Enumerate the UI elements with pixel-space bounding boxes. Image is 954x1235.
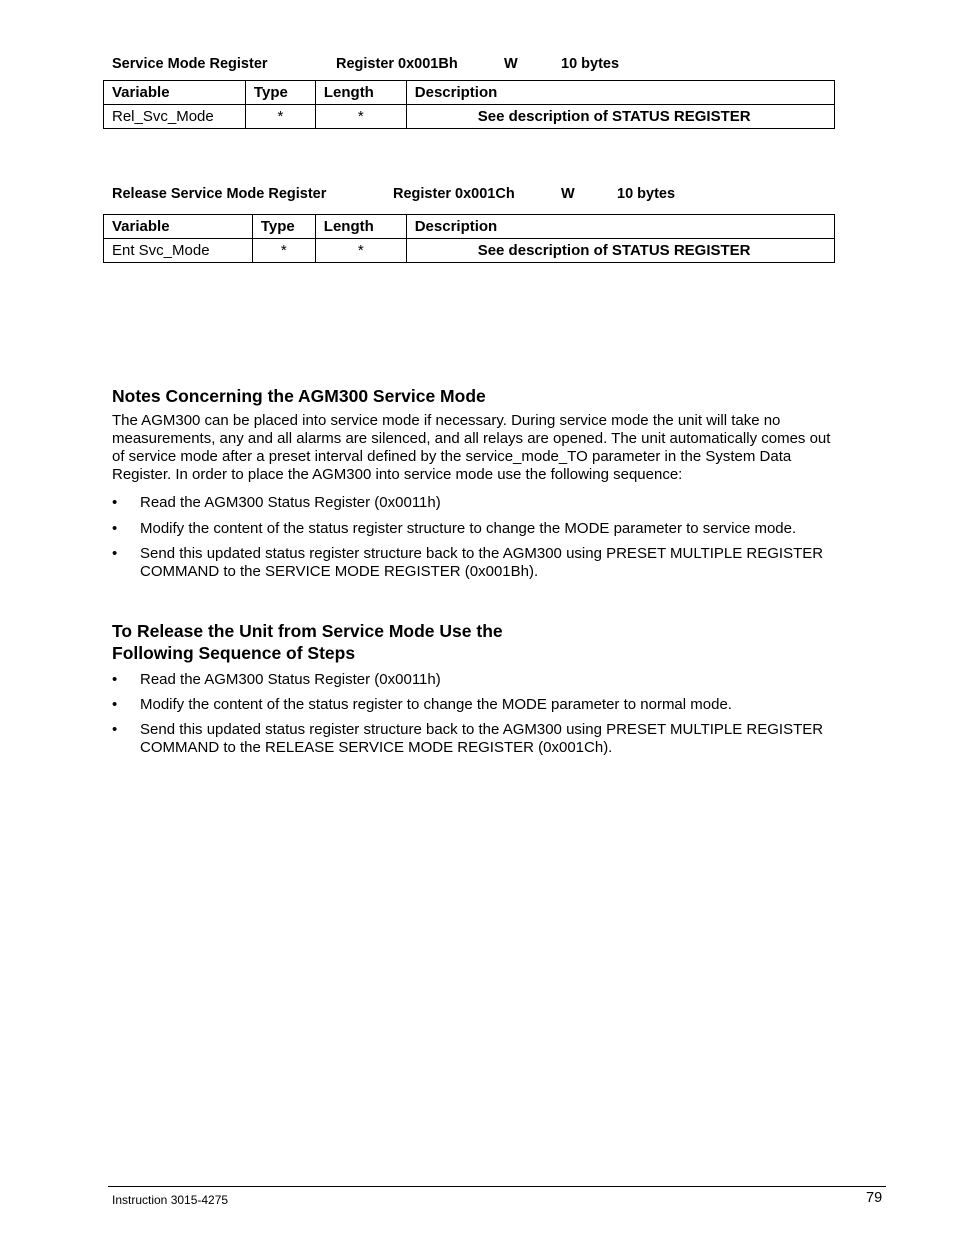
release-steps-list — [112, 671, 872, 689]
page-number: 79 — [866, 1190, 883, 1206]
list-item: • Send this updated status register structure back to the AGM300 using PRESET MULTIPLE REGISTER COMMAND to the SERVICE MODE REGISTER (0x001Bh). — [112, 545, 824, 580]
table2-title: Release Service Mode Register — [112, 186, 327, 202]
body-line: Register. In order to place the AGM300 into service mode use the following sequence: — [112, 466, 683, 483]
table-row — [104, 239, 835, 263]
service-mode-steps-list — [112, 545, 872, 581]
list-item: • Read the AGM300 Status Register (0x0011h) — [112, 671, 441, 688]
cell-type: * — [245, 105, 315, 129]
footer-divider — [108, 1186, 886, 1187]
cell-variable: Ent Svc_Mode — [104, 239, 253, 263]
header-variable: Variable — [104, 215, 253, 239]
list-item: • Modify the content of the status register structure to change the MODE parameter to service mode. — [112, 520, 797, 537]
table1-access: W — [504, 56, 518, 72]
table-header-row — [104, 81, 835, 105]
service-mode-steps-list — [112, 494, 872, 512]
list-item: • Modify the content of the status register to change the MODE parameter to normal mode. — [112, 696, 732, 713]
bullet-icon: • — [112, 545, 118, 562]
bullet-icon: • — [112, 520, 118, 537]
body-line: of service mode after a preset interval defined by the service_mode_TO parameter in the System Data — [112, 448, 792, 465]
table2-access: W — [561, 186, 575, 202]
cell-description: See description of STATUS REGISTER — [406, 105, 834, 129]
header-description: Description — [406, 215, 834, 239]
section-body — [112, 412, 872, 484]
header-variable: Variable — [104, 81, 246, 105]
service-mode-steps-list — [112, 520, 872, 538]
table2-register: Register 0x001Ch — [393, 186, 515, 202]
cell-variable: Rel_Svc_Mode — [104, 105, 246, 129]
bullet-icon: • — [112, 671, 118, 688]
header-type: Type — [252, 215, 315, 239]
cell-type: * — [252, 239, 315, 263]
list-item: • Send this updated status register structure back to the AGM300 using PRESET MULTIPLE REGISTER COMMAND to the RELEASE SERVICE MODE REGISTER (0x001Ch). — [112, 721, 824, 756]
table-row — [104, 105, 835, 129]
header-length: Length — [315, 81, 406, 105]
service-mode-register-table — [103, 80, 835, 129]
section-heading: Notes Concerning the AGM300 Service Mode — [112, 386, 486, 406]
header-description: Description — [406, 81, 834, 105]
release-steps-list — [112, 696, 872, 714]
table-header-row — [104, 215, 835, 239]
body-line: The AGM300 can be placed into service mode if necessary. During service mode the unit will take no — [112, 412, 781, 429]
header-type: Type — [245, 81, 315, 105]
table2-size: 10 bytes — [617, 186, 676, 202]
table1-size: 10 bytes — [561, 56, 620, 72]
release-steps-list — [112, 721, 872, 757]
cell-length: * — [315, 105, 406, 129]
table1-title: Service Mode Register — [112, 56, 268, 72]
release-service-mode-register-table — [103, 214, 835, 263]
cell-length: * — [315, 239, 406, 263]
table1-register: Register 0x001Bh — [336, 56, 458, 72]
bullet-icon: • — [112, 494, 118, 511]
header-length: Length — [315, 215, 406, 239]
list-item: • Read the AGM300 Status Register (0x0011h) — [112, 494, 441, 511]
section-heading: To Release the Unit from Service Mode Use the Following Sequence of Steps — [112, 621, 503, 663]
bullet-icon: • — [112, 721, 118, 738]
footer-doc-number: Instruction 3015-4275 — [112, 1193, 229, 1207]
body-line: measurements, any and all alarms are silenced, and all relays are opened. The unit automatically comes out — [112, 430, 831, 447]
bullet-icon: • — [112, 696, 118, 713]
cell-description: See description of STATUS REGISTER — [406, 239, 834, 263]
